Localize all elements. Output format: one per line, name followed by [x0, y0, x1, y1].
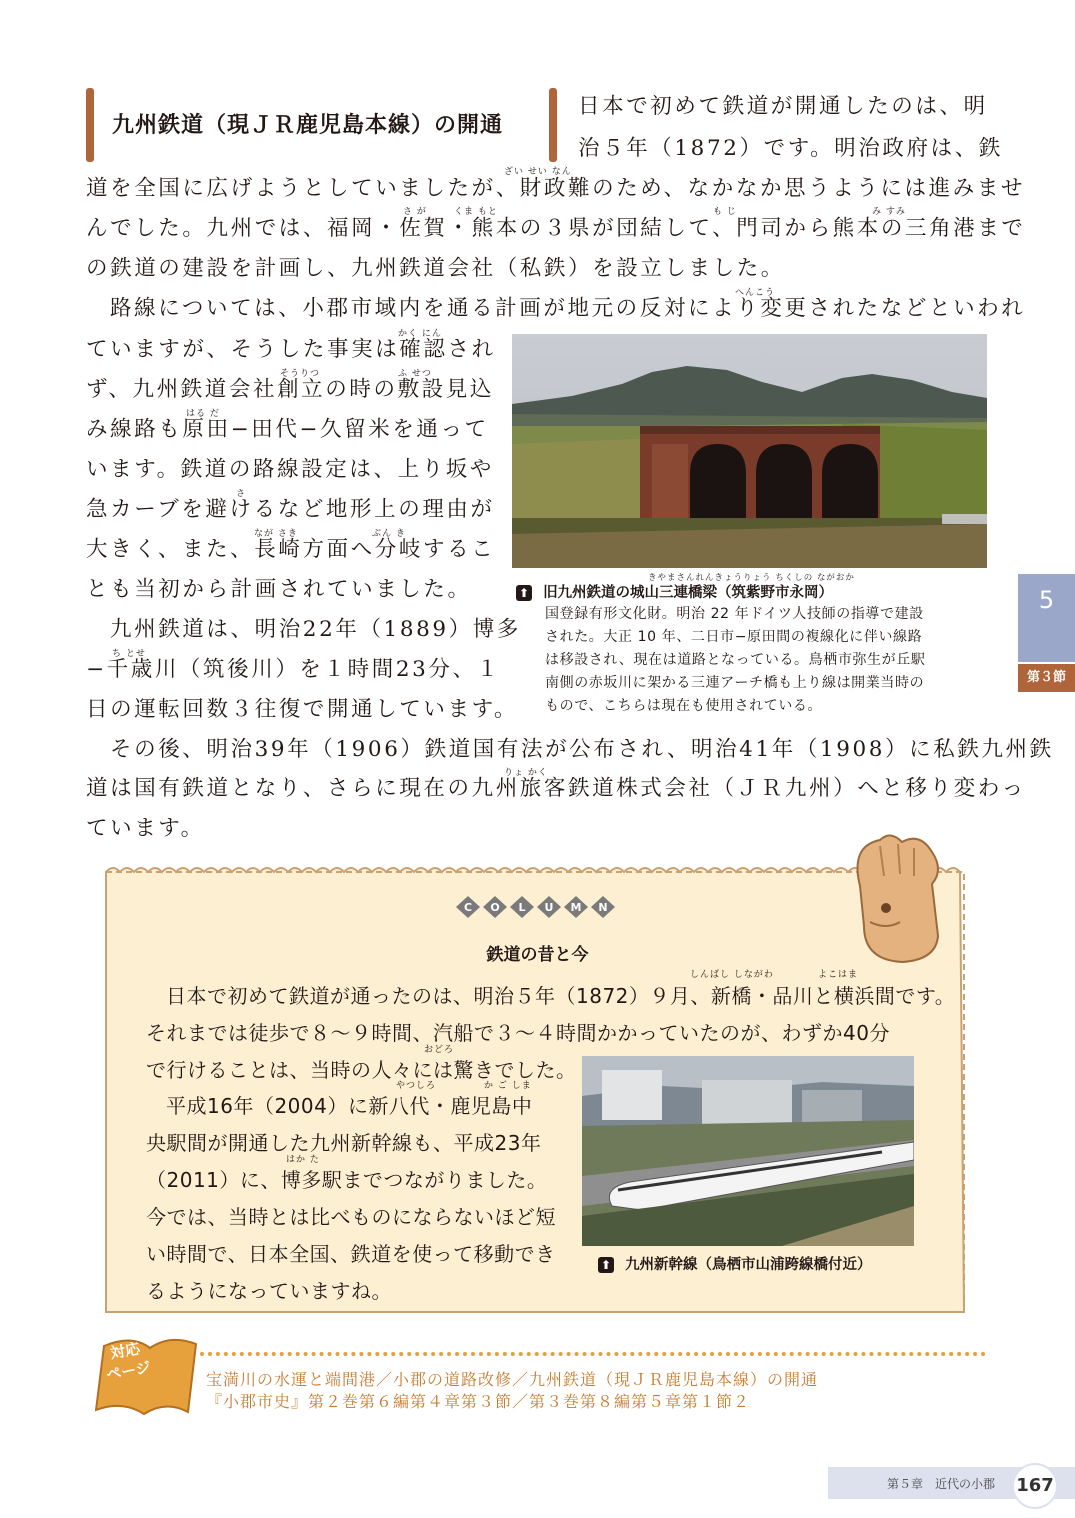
ruby: なが さき — [254, 529, 298, 539]
body-line: 日本で初めて鉄道が開通したのは、明 — [578, 94, 988, 119]
ruby: しんばし しながわ — [690, 970, 774, 980]
ruby: きやまさんれんきょうりょう ちくしの ながおか — [648, 573, 855, 583]
caption-line: された。大正 10 年、二日市−原田間の複線化に伴い線路 — [545, 629, 923, 645]
ruby: み すみ — [872, 207, 906, 217]
ruby: よこはま — [818, 970, 859, 980]
body-line: 急カーブを避けるなど地形上の理由が — [86, 497, 495, 522]
body-line: 道は国有鉄道となり、さらに現在の九州旅客鉄道株式会社（ＪＲ九州）へと移り変わっ — [86, 776, 1026, 801]
ruby: かく にん — [398, 329, 442, 339]
photo2-caption — [598, 1253, 872, 1274]
body-line: 大きく、また、長崎方面へ分岐するこ — [86, 537, 496, 562]
body-line: ず、九州鉄道会社創立の時の敷設見込 — [86, 377, 494, 402]
column-line: 日本で初めて鉄道が通ったのは、明治５年（1872）９月、新橋・品川と横浜間です。 — [166, 984, 956, 1008]
column-badge — [456, 896, 624, 918]
shinkansen-photo — [582, 1056, 914, 1246]
reference-line: 宝満川の水運と端間港／小郡の道路改修／九州鉄道（現ＪＲ鹿児島本線）の開通 — [206, 1370, 819, 1389]
caption-title-text: 旧九州鉄道の城山三連橋梁（筑紫野市永岡） — [543, 585, 834, 601]
ruby: そうりつ — [280, 369, 321, 379]
column-line: い時間で、日本全国、鉄道を使って移動でき — [146, 1242, 556, 1266]
badge-letter: O — [490, 901, 500, 914]
badge-letter: L — [518, 901, 526, 914]
photo2-caption-text: 九州新幹線（鳥栖市山浦跨線橋付近） — [625, 1257, 872, 1273]
body-line: んでした。九州では、福岡・佐賀・熊本の３県が団結して、門司から熊本の三角港まで — [86, 216, 1026, 241]
body-line: 路線については、小郡市域内を通る計画が地元の反対により変更されたなどといわれ — [110, 296, 1026, 321]
body-line: 日の運転回数３往復で開通しています。 — [86, 697, 519, 722]
ruby: か ご しま — [484, 1081, 532, 1091]
reference-badge-line2: ページ — [104, 1358, 153, 1384]
ruby: ち とせ — [112, 649, 146, 659]
ruby: くま もと — [454, 207, 498, 217]
ruby: はる だ — [186, 409, 220, 419]
heading-bar-left — [86, 88, 94, 162]
caption-line: 国登録有形文化財。明治 22 年ドイツ人技師の指導で建設 — [545, 606, 924, 622]
page-number: 167 — [1012, 1463, 1058, 1509]
column-line: （2011）に、博多駅までつながりました。 — [146, 1168, 548, 1192]
photo-caption-title — [516, 581, 833, 602]
caption-line: もので、こちらは現在も使用されている。 — [545, 698, 823, 714]
ruby: ふ せつ — [398, 369, 432, 379]
column-line: るようになっていますね。 — [146, 1279, 392, 1303]
body-line: 治５年（1872）です。明治政府は、鉄 — [578, 136, 1003, 161]
column-line: 央駅間が開通した九州新幹線も、平成23年 — [146, 1131, 542, 1155]
column-title: 鉄道の昔と今 — [486, 945, 589, 965]
arrow-up-icon: ⬆ — [598, 1257, 614, 1273]
reference-line: 『小郡市史』第２巻第６編第４章第３節／第３巻第８編第５章第１節２ — [206, 1392, 751, 1411]
body-line: の鉄道の建設を計画し、九州鉄道会社（私鉄）を設立しました。 — [86, 256, 785, 281]
body-line: ています。 — [86, 816, 205, 841]
ruby: ぶん き — [372, 529, 406, 539]
chapter-label: 第５章 近代の小郡 — [887, 1477, 996, 1491]
section-tab: 第３節 — [1018, 664, 1075, 692]
body-line: とも当初から計画されていました。 — [86, 577, 472, 602]
reference-divider — [200, 1352, 986, 1356]
section-heading: 九州鉄道（現ＪＲ鹿児島本線）の開通 — [112, 113, 504, 138]
body-line: 道を全国に広げようとしていましたが、財政難のため、なかなか思うようには進みませ — [86, 176, 1026, 201]
ruby: はか た — [286, 1155, 320, 1165]
body-line: います。鉄道の路線設定は、上り坂や — [86, 457, 494, 482]
body-line: −千歳川（筑後川）を１時間23分、１ — [86, 657, 501, 682]
bridge-photo — [512, 334, 987, 568]
body-line: ていますが、そうした事実は確認され — [86, 337, 496, 362]
heading-bar-right — [549, 88, 557, 162]
ruby: やつしろ — [396, 1081, 437, 1091]
badge-letter: M — [570, 901, 582, 914]
ruby: へんこう — [735, 288, 776, 298]
ruby: おどろ — [424, 1045, 455, 1055]
column-line: 平成16年（2004）に新八代・鹿児島中 — [166, 1094, 533, 1118]
ruby: りょ かく — [504, 768, 548, 778]
caption-line: は移設され、現在は道路となっている。鳥栖市弥生が丘駅 — [545, 652, 926, 668]
ruby: さ — [236, 489, 247, 499]
reference-badge-line1: 対応 — [108, 1339, 142, 1363]
column-line: 今では、当時とは比べものにならないほど短 — [146, 1205, 556, 1229]
column-line: それまでは徒歩で８〜９時間、汽船で３〜４時間かかっていたのが、わずか40分 — [146, 1021, 890, 1045]
arrow-up-icon: ⬆ — [516, 585, 532, 601]
body-line: 九州鉄道は、明治22年（1889）博多 — [110, 617, 521, 642]
ruby: さ が — [403, 207, 427, 217]
body-line: み線路も原田−田代−久留米を通って — [86, 417, 489, 442]
badge-letter: C — [463, 901, 473, 914]
caption-line: 南側の赤坂川に架かる三連アーチ橋も上り線は開業当時の — [545, 675, 925, 691]
body-line: その後、明治39年（1906）鉄道国有法が公布され、明治41年（1908）に私鉄九州鉄 — [110, 737, 1054, 762]
badge-letter: U — [544, 901, 554, 914]
ruby: ざい せい なん — [504, 167, 572, 177]
column-line: で行けることは、当時の人々には驚きでした。 — [146, 1058, 577, 1082]
badge-letter: N — [598, 901, 608, 914]
ruby: も じ — [713, 207, 737, 217]
chapter-number: 5 — [1038, 586, 1055, 614]
